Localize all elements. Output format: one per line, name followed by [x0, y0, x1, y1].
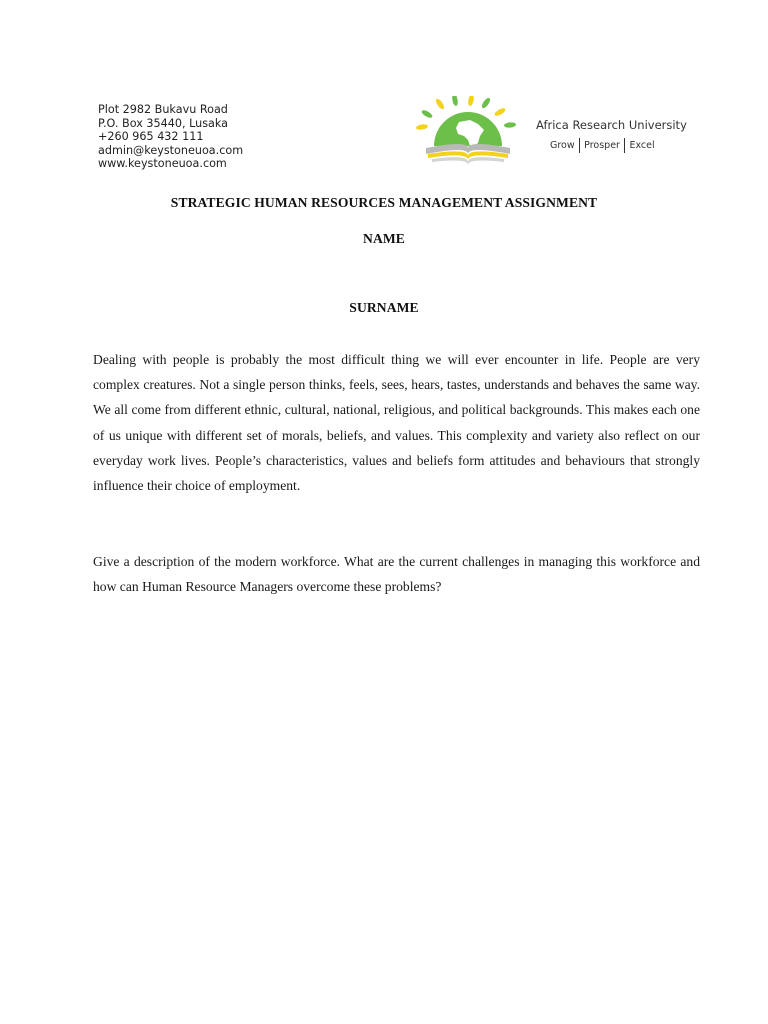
- name-label: NAME: [363, 231, 405, 246]
- question-paragraph: Give a description of the modern workforce. What are the current challenges in managing this workforce and how can Human Resource Managers overcome these problems?: [93, 554, 700, 595]
- tagline-excel: Excel: [629, 140, 655, 151]
- address-block: [98, 103, 243, 171]
- address-line-email: admin@keystoneuoa.com: [98, 143, 244, 157]
- address-line-website: www.keystoneuoa.com: [98, 157, 227, 171]
- sun-globe-icon: [414, 96, 544, 172]
- tagline-separator: [624, 138, 626, 153]
- surname-label: SURNAME: [349, 300, 419, 315]
- intro-paragraph: Dealing with people is probably the most difficult thing we will ever encounter in life. People are very complex creatures. Not a single person thinks, feels, sees, hears, tastes, understands and behaves the same way. We all come from different ethnic, cultural, national, religious, and political backgrounds. This makes each one of us unique with different set of morals, beliefs, and values. This complexity and variety also reflect on our everyday work lives. People’s characteristics, values and beliefs form attitudes and behaviours that strongly influence their choice of employment.: [93, 352, 700, 494]
- university-logo: [414, 96, 687, 172]
- address-line-pobox: P.O. Box 35440, Lusaka: [98, 116, 229, 130]
- tagline-prosper: Prosper: [584, 140, 620, 151]
- address-line-street: Plot 2982 Bukavu Road: [98, 103, 228, 116]
- tagline-separator: [579, 138, 581, 153]
- address-line-phone: +260 965 432 111: [98, 130, 204, 144]
- assignment-title: STRATEGIC HUMAN RESOURCES MANAGEMENT ASSIGNMENT: [170, 195, 598, 210]
- university-tagline: [550, 138, 655, 153]
- tagline-grow: Grow: [550, 140, 575, 151]
- university-name: Africa Research University: [536, 118, 687, 132]
